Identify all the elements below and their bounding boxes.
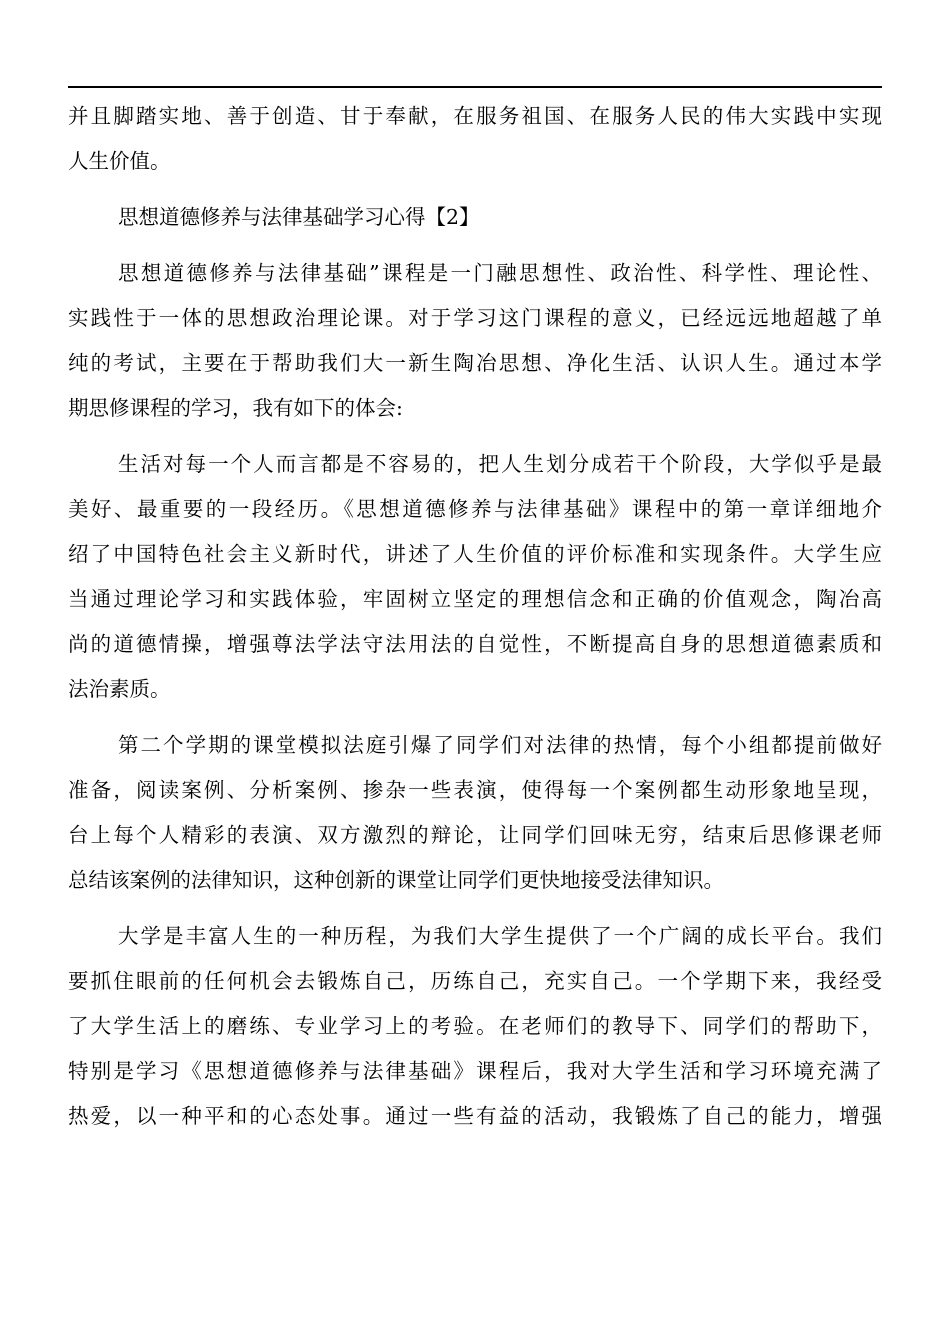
text-line: 思想道德修养与法律基础”课程是一门融思想性、政治性、科学性、理论性、 <box>118 261 882 285</box>
text-line: 台上每个人精彩的表演、双方激烈的辩论，让同学们回味无穷，结束后思修课老师 <box>68 823 882 847</box>
section-heading: 思想道德修养与法律基础学习心得【2】 <box>118 205 480 229</box>
text-line: 热爱，以一种平和的心态处事。通过一些有益的活动，我锻炼了自己的能力，增强 <box>68 1104 882 1128</box>
text-line: 第二个学期的课堂模拟法庭引爆了同学们对法律的热情，每个小组都提前做好 <box>118 733 882 757</box>
text-line: 大学是丰富人生的一种历程，为我们大学生提供了一个广阔的成长平台。我们 <box>118 924 882 948</box>
text-line: 并且脚踏实地、善于创造、甘于奉献，在服务祖国、在服务人民的伟大实践中实现 <box>68 104 882 128</box>
text-line: 准备，阅读案例、分析案例、掺杂一些表演，使得每一个案例都生动形象地呈现， <box>68 778 882 802</box>
text-line: 特别是学习《思想道德修养与法律基础》课程后，我对大学生活和学习环境充满了 <box>68 1059 882 1083</box>
text-line: 绍了中国特色社会主义新时代，讲述了人生价值的评价标准和实现条件。大学生应 <box>68 542 882 566</box>
text-line: 尚的道德情操，增强尊法学法守法用法的自觉性，不断提高自身的思想道德素质和 <box>68 632 882 656</box>
document-body <box>68 94 882 1139</box>
text-line: 当通过理论学习和实践体验，牢固树立坚定的理想信念和正确的价值观念，陶冶高 <box>68 587 882 611</box>
text-line: 人生价值。 <box>68 149 171 173</box>
text-line: 要抓住眼前的任何机会去锻炼自己，历练自己，充实自己。一个学期下来，我经受 <box>68 969 882 993</box>
text-line: 纯的考试，主要在于帮助我们大一新生陶冶思想、净化生活、认识人生。通过本学 <box>68 351 882 375</box>
text-line: 法治素质。 <box>68 677 171 701</box>
text-line: 总结该案例的法律知识，这种创新的课堂让同学们更快地接受法律知识。 <box>68 868 724 892</box>
text-line: 了大学生活上的磨练、专业学习上的考验。在老师们的教导下、同学们的帮助下， <box>68 1014 882 1038</box>
text-line: 美好、最重要的一段经历。《思想道德修养与法律基础》课程中的第一章详细地介 <box>68 497 882 521</box>
text-line: 期思修课程的学习，我有如下的体会: <box>68 396 403 420</box>
text-line: 生活对每一个人而言都是不容易的，把人生划分成若干个阶段，大学似乎是最 <box>118 452 882 476</box>
text-line: 实践性于一体的思想政治理论课。对于学习这门课程的意义，已经远远地超越了单 <box>68 306 882 330</box>
header-rule <box>68 86 882 88</box>
